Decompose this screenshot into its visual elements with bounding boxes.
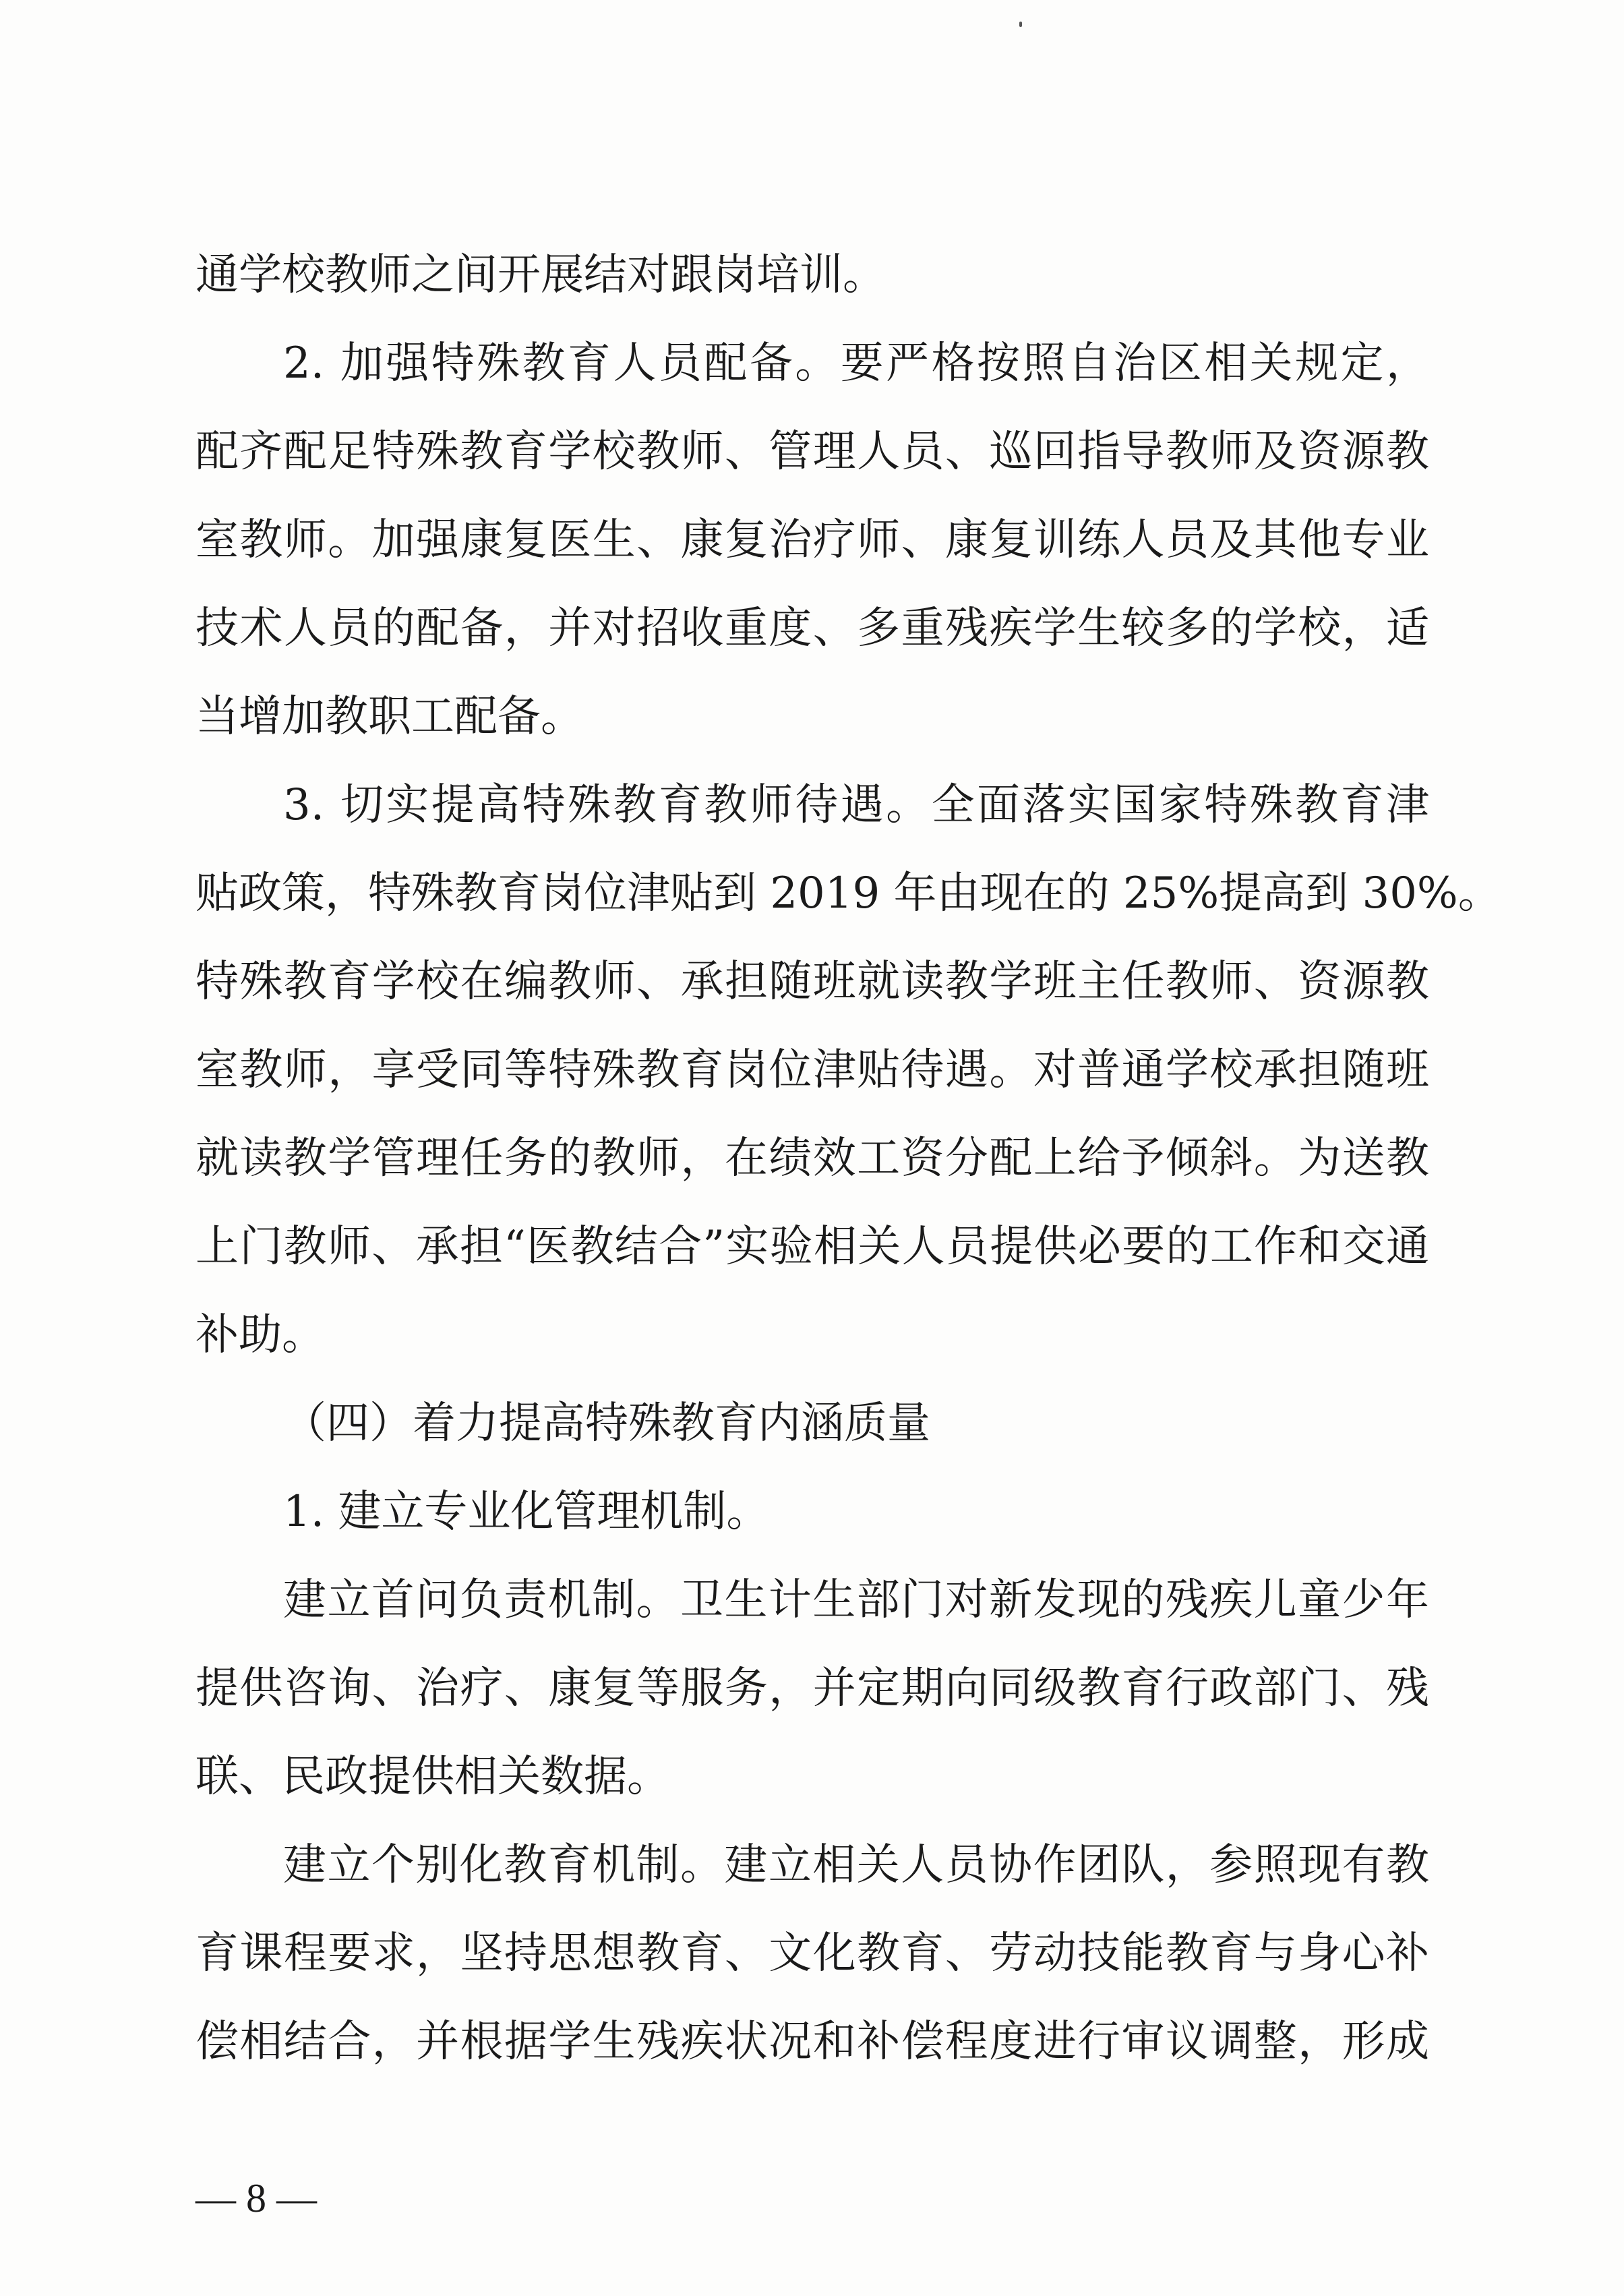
paragraph-line-18: 联、民政提供相关数据。 [196,1752,670,1802]
paragraph-line-17: 提供咨询、治疗、康复等服务，并定期向同级教育行政部门、残 [196,1664,1429,1713]
page-number: — 8 — [196,2176,317,2220]
subsection-heading: 1. 建立专业化管理机制。 [283,1487,770,1537]
paragraph-line-1: 通学校教师之间开展结对跟岗培训。 [196,250,886,300]
paragraph-line-4: 室教师。加强康复医生、康复治疗师、康复训练人员及其他专业 [196,515,1429,565]
paragraph-line-13: 补助。 [196,1310,325,1360]
paragraph-line-5: 技术人员的配备，并对招收重度、多重残疾学生较多的学校，适 [196,604,1429,653]
paragraph-line-9: 特殊教育学校在编教师、承担随班就读教学班主任教师、资源教 [196,957,1429,1007]
paragraph-line-3: 配齐配足特殊教育学校教师、管理人员、巡回指导教师及资源教 [196,427,1429,477]
paragraph-line-20: 育课程要求，坚持思想教育、文化教育、劳动技能教育与身心补 [196,1929,1429,1978]
paragraph-line-11: 就读教学管理任务的教师，在绩效工资分配上给予倾斜。为送教 [196,1134,1429,1183]
section-heading: （四）着力提高特殊教育内涵质量 [283,1399,930,1448]
paragraph-line-21: 偿相结合，并根据学生残疾状况和补偿程度进行审议调整，形成 [196,2017,1429,2067]
paragraph-line-2: 2. 加强特殊教育人员配备。要严格按照自治区相关规定， [283,338,1429,388]
paragraph-line-19: 建立个别化教育机制。建立相关人员协作团队，参照现有教 [283,1840,1429,1890]
paragraph-line-12: 上门教师、承担“医教结合”实验相关人员提供必要的工作和交通 [196,1222,1429,1272]
paragraph-line-10: 室教师，享受同等特殊教育岗位津贴待遇。对普通学校承担随班 [196,1045,1429,1095]
paragraph-line-7: 3. 切实提高特殊教育教师待遇。全面落实国家特殊教育津 [283,780,1429,830]
paragraph-line-6: 当增加教职工配备。 [196,692,584,742]
paragraph-line-16: 建立首问负责机制。卫生计生部门对新发现的残疾儿童少年 [283,1575,1429,1625]
paragraph-line-8: 贴政策，特殊教育岗位津贴到 2019 年由现在的 25%提高到 30%。 [196,869,1501,918]
